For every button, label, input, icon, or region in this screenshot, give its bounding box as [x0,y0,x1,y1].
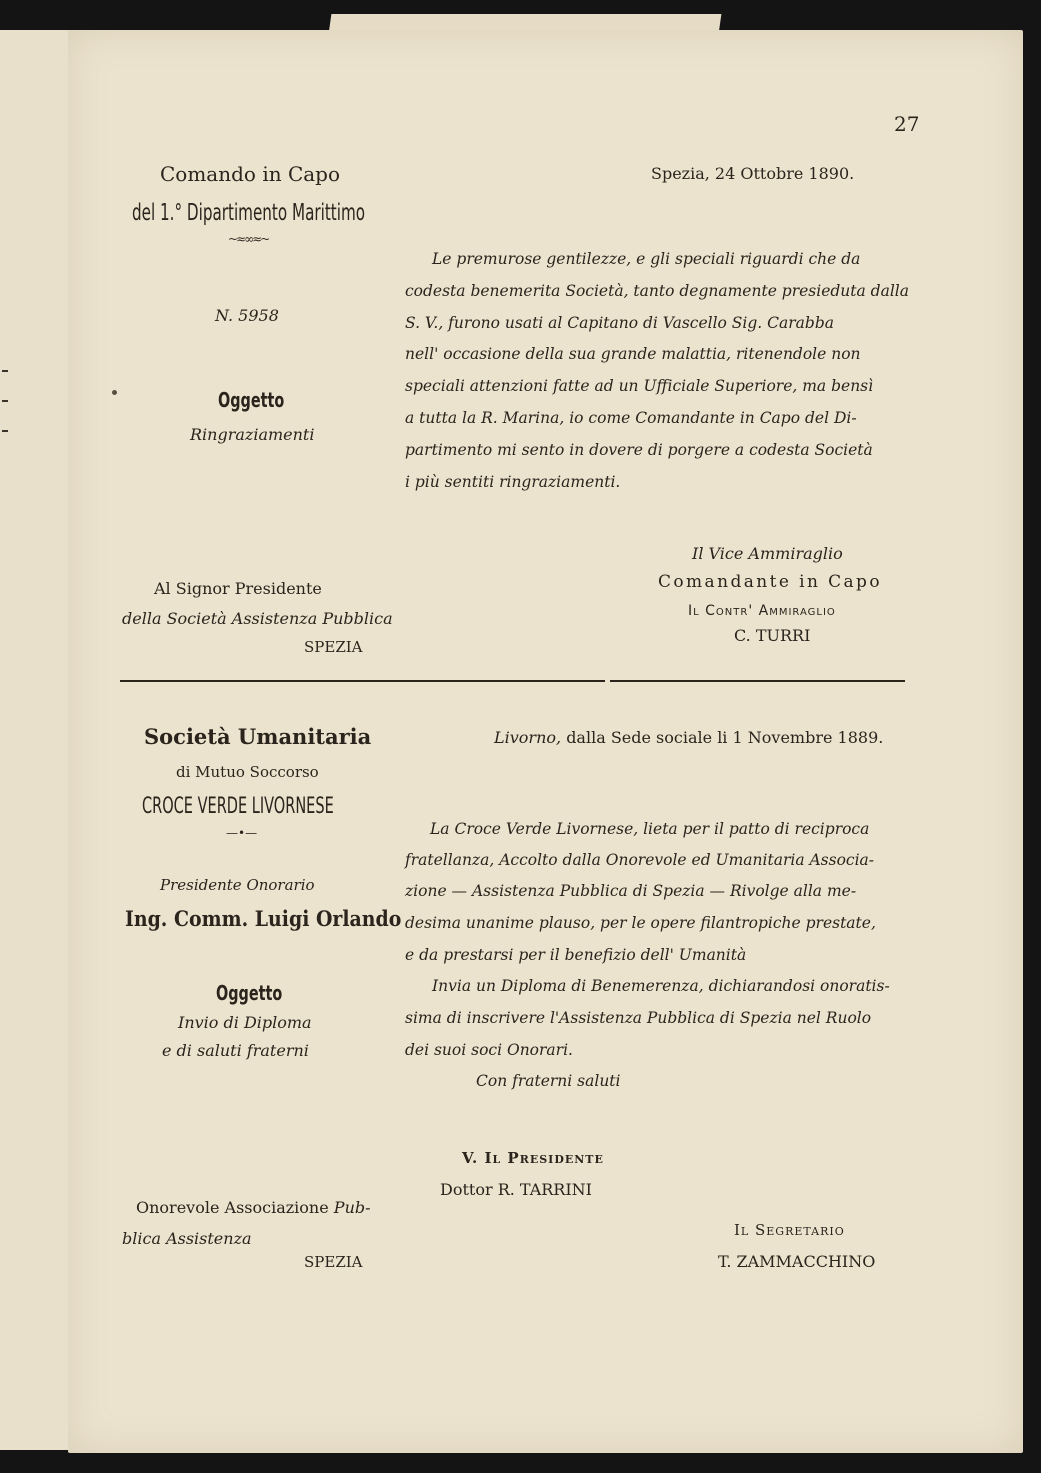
letter2-body-line: La Croce Verde Livornese, lieta per il patto di reciproca [430,820,870,838]
page-number: 27 [894,112,920,136]
letter2-date-rest: dalla Sede sociale li 1 Novembre 1889. [566,728,884,747]
section-divider-right [610,680,905,682]
letter2-president-name: Ing. Comm. Luigi Orlando [125,906,402,931]
letter1-header-line2: del 1.° Dipartimento Marittimo [132,200,366,226]
previous-page-text-fragments [2,370,10,460]
letter2-subject-line1: Invio di Diploma [178,1013,312,1032]
letter2-body-line: fratellanza, Accolto dalla Onorevole ed Umanitaria Associa- [405,851,875,869]
letter2-addressee-line2: blica Assistenza [122,1229,252,1248]
letter2-addressee-line1a: Onorevole Associazione [136,1198,329,1217]
letter2-vp-name: Dottor R. TARRINI [440,1180,592,1199]
letter2-header-line2: di Mutuo Soccorso [176,763,319,781]
letter2-body-line: desima unanime plauso, per le opere filantropiche prestate, [405,914,876,932]
ornament-divider: ~≈∞≈~ [228,232,269,246]
section-divider-left [120,680,605,682]
letter2-closing: Con fraterni saluti [476,1072,621,1090]
letter2-body-line: e da prestarsi per il benefizio dell' Umanità [405,946,747,964]
letter2-header-line1: Società Umanitaria [144,724,372,749]
letter1-addressee-line2: della Società Assistenza Pubblica [122,609,393,628]
letter1-body-line: codesta benemerita Società, tanto degnamente presieduta dalla [405,282,909,300]
letter2-subject-line2: e di saluti fraterni [162,1041,309,1060]
letter1-body-line: partimento mi sento in dovere di porgere a codesta Società [405,441,873,459]
letter1-addressee-line1: Al Signor Presidente [154,579,322,598]
letter2-secretary-title: Il Segretario [734,1221,845,1239]
letter2-date-place: Livorno, [494,728,562,747]
letter2-body-line: Invia un Diploma di Benemerenza, dichiarandosi onoratis- [432,977,890,995]
previous-page-edge [0,30,71,1450]
letter2-addressee-line3: SPEZIA [304,1253,363,1271]
letter1-header-line1: Comando in Capo [160,162,341,186]
letter1-subject-label: Oggetto [218,388,285,412]
letter1-body-line: nell' occasione della sua grande malattia, ritenendole non [405,345,861,363]
letter1-date: Spezia, 24 Ottobre 1890. [651,164,855,183]
letter1-number: N. 5958 [215,306,279,325]
letter1-sign-line2: Comandante in Capo [658,572,882,592]
letter1-subject: Ringraziamenti [190,425,315,444]
letter2-subject-label: Oggetto [216,981,283,1005]
letter2-body-line: dei suoi soci Onorari. [405,1041,573,1059]
letter2-body-line: zione — Assistenza Pubblica di Spezia — Rivolge alla me- [405,882,857,900]
letter2-president-label: Presidente Onorario [160,876,315,894]
letter1-body-line: a tutta la R. Marina, io come Comandante in Capo del Di- [405,409,857,427]
document-page [68,30,1023,1453]
letter1-body-line: Le premurose gentilezze, e gli speciali riguardi che da [432,250,861,268]
ornament-divider: —•— [226,826,258,840]
letter2-date [494,728,883,747]
letter2-header-line3: CROCE VERDE LIVORNESE [142,794,334,819]
letter1-body-line: i più sentiti ringraziamenti. [405,473,621,491]
letter1-sign-line3: Il Contr' Ammiraglio [688,603,836,619]
letter1-sign-line1: Il Vice Ammiraglio [692,544,843,563]
letter1-sign-line4: C. TURRI [734,626,811,645]
letter2-vp-title: V. Il Presidente [462,1149,604,1167]
margin-dot [112,390,117,395]
letter2-addressee-line1b: Pub- [333,1198,371,1217]
letter1-body-line: S. V., furono usati al Capitano di Vascello Sig. Carabba [405,314,834,332]
letter1-addressee-line3: SPEZIA [304,638,363,656]
letter1-body-line: speciali attenzioni fatte ad un Ufficiale Superiore, ma bensì [405,377,874,395]
letter2-addressee-line1 [136,1198,371,1217]
letter2-secretary-name: T. ZAMMACCHINO [718,1252,876,1271]
letter2-body-line: sima di inscrivere l'Assistenza Pubblica di Spezia nel Ruolo [405,1009,872,1027]
